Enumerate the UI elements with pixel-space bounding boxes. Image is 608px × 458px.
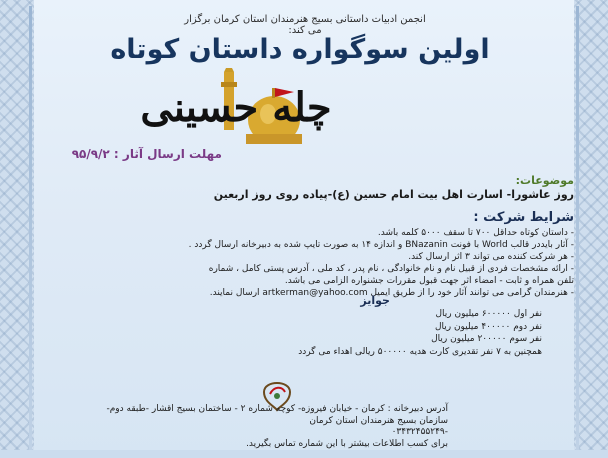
deadline-text: مهلت ارسال آثار : ۹۵/۹/۲ <box>71 147 222 161</box>
phone-number: -۰۳۴۳۲۴۵۵۲۴۹ <box>391 427 448 437</box>
condition-item: - هنرمندان گرامی می توانند آثار خود را از طریق ایمیل artkerman@yahoo.com ارسال نمایند. <box>209 288 574 298</box>
prize-item: همچنین به ۷ نفر تقدیری کارت هدیه ۵۰۰۰۰۰ ریالی اهداء می گردد <box>298 346 542 357</box>
organization-line: سازمان بسیج هنرمندان استان کرمان <box>309 415 448 426</box>
condition-item: - ارائه مشخصات فردی از قبیل نام و نام خانوادگی ، نام پدر ، کد ملی ، آدرس پستی کامل ، شماره <box>208 264 574 274</box>
address-line: آدرس دبیرخانه : کرمان - خیابان فیروزه- کوچه شماره ۲ - ساختمان بسیج اقشار -طبقه دوم- <box>106 404 448 414</box>
intro-text: انجمن ادبیات داستانی بسیج هنرمندان استان کرمان برگزار می کند: <box>184 14 426 36</box>
contact-note: برای کسب اطلاعات بیشتر با این شماره تماس بگیرید. <box>246 438 448 449</box>
ornamental-border-right <box>574 0 608 458</box>
bottom-strip <box>0 450 608 458</box>
main-title: اولین سوگواره داستان کوتاه <box>110 34 490 65</box>
prize-item: نفر اول ۶۰۰۰۰۰ میلیون ریال <box>435 309 542 319</box>
condition-item: - هر شرکت کننده می تواند ۳ اثر ارسال کند. <box>408 252 574 262</box>
prize-item: نفر دوم ۴۰۰۰۰۰ میلیون ریال <box>434 321 542 332</box>
logo-title: چله حسینی <box>140 84 332 131</box>
conditions-list <box>26 227 574 299</box>
condition-item: تلفن همراه و ثابت - امضاء اثر جهت قبول مقررات جشنواره الزامی می باشد. <box>284 276 574 286</box>
prize-item: نفر سوم ۲۰۰۰۰۰ میلیون ریال <box>431 334 542 344</box>
prizes-heading: جوایز <box>360 294 390 307</box>
conditions-heading: شرایط شرکت : <box>473 210 574 225</box>
prizes-list <box>142 308 542 358</box>
topics-text: روز عاشورا- اسارت اهل بیت امام حسین (ع)-پیاده روی روز اربعین <box>213 188 574 201</box>
address-block <box>28 404 448 450</box>
condition-item: - داستان کوتاه حداقل ۷۰۰ تا سقف ۵۰۰۰ کلمه باشد. <box>377 228 574 238</box>
condition-item: - آثار بایددر قالب World با فونت BNazanin و اندازه ۱۴ به صورت تایپ شده به دبیرخانه ارسال گردد . <box>188 240 574 250</box>
topics-heading: موضوعات: <box>515 174 574 187</box>
